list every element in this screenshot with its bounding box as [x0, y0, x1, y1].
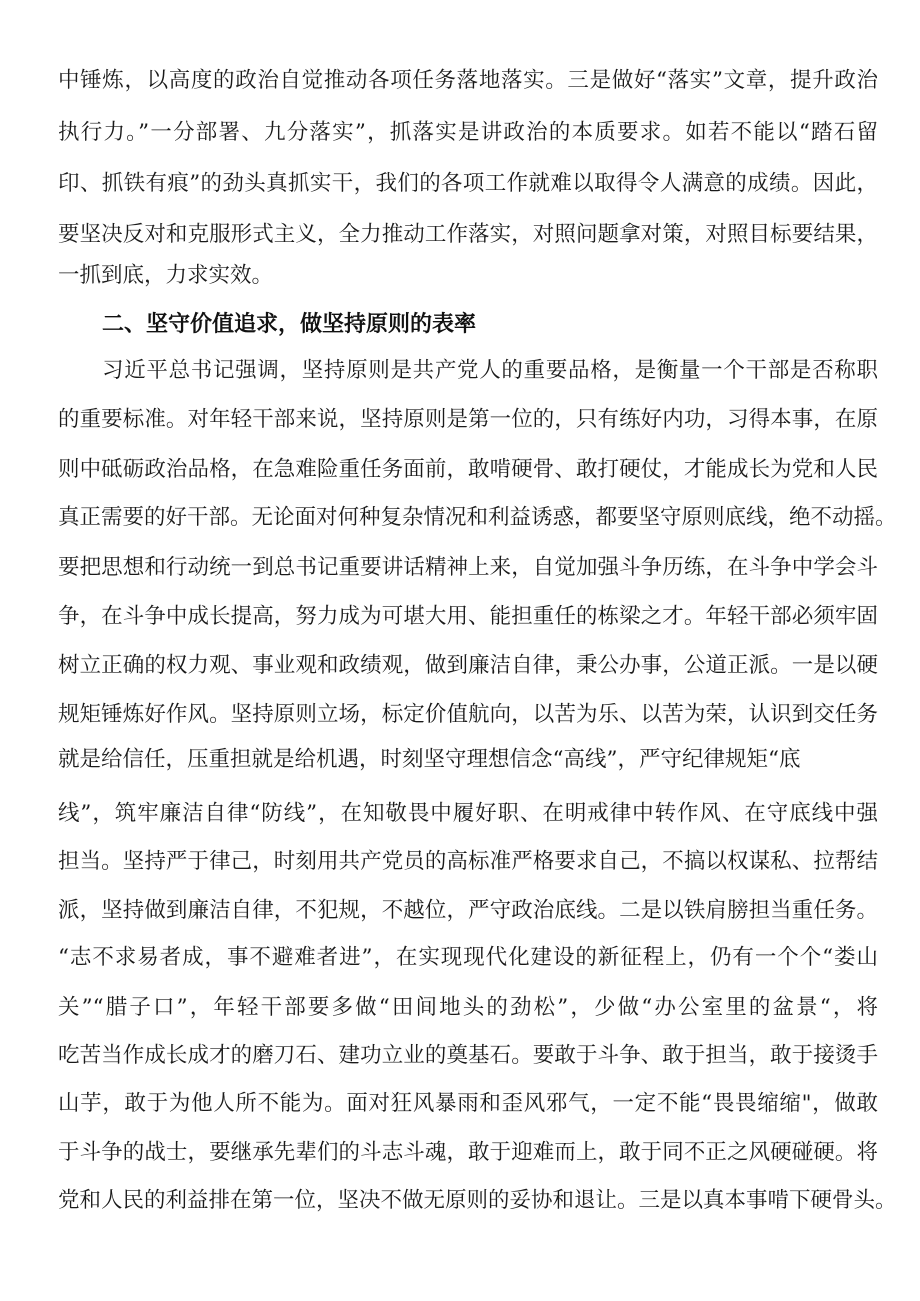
paragraph-line: 树立正确的权力观、事业观和政绩观，做到廉洁自律，秉公办事，公道正派。一是以硬 [58, 653, 878, 678]
section-heading: 二、坚守价值追求，做坚持原则的表率 [102, 312, 477, 337]
paragraph-line: 印、抓铁有痕”的劲头真抓实干，我们的各项工作就难以取得令人满意的成绩。因此， [58, 171, 878, 196]
paragraph-line: 关”“腊子口”，年轻干部要多做“田间地头的劲松”，少做“办公室里的盆景“，将 [58, 995, 878, 1020]
paragraph-line: 要坚决反对和克服形式主义，全力推动工作落实，对照问题拿对策，对照目标要结果， [58, 222, 878, 247]
paragraph-line: 争，在斗争中成长提高，努力成为可堪大用、能担重任的栋梁之才。年轻干部必须牢固 [58, 604, 878, 629]
paragraph-line: 线”，筑牢廉洁自律“防线”，在知敬畏中履好职、在明戒律中转作风、在守底线中强 [58, 801, 878, 826]
paragraph-line: 的重要标准。对年轻干部来说，坚持原则是第一位的，只有练好内功，习得本事，在原 [58, 407, 878, 432]
paragraph-line: 派，坚持做到廉洁自律，不犯规，不越位，严守政治底线。二是以铁肩膀担当重任务。 [58, 898, 878, 923]
paragraph-line: 一抓到底，力求实效。 [58, 263, 274, 288]
paragraph-line: 就是给信任，压重担就是给机遇，时刻坚守理想信念“高线”，严守纪律规矩“底 [58, 747, 801, 772]
paragraph-line: 规矩锤炼好作风。坚持原则立场，标定价值航向，以苦为乐、以苦为荣，认识到交任务 [58, 702, 878, 727]
paragraph-line: 真正需要的好干部。无论面对何种复杂情况和利益诱惑，都要坚守原则底线，绝不动摇。 [58, 505, 897, 530]
paragraph-line: 习近平总书记强调，坚持原则是共产党人的重要品格，是衡量一个干部是否称职 [102, 358, 878, 383]
paragraph-line: 山芋，敢于为他人所不能为。面对狂风暴雨和歪风邪气，一定不能“畏畏缩缩"，做敢 [58, 1091, 878, 1116]
paragraph-line: 则中砥砺政治品格，在急难险重任务面前，敢啃硬骨、敢打硬仗，才能成长为党和人民 [58, 457, 878, 482]
paragraph-line: 执行力。”一分部署、九分落实”，抓落实是讲政治的本质要求。如若不能以“踏石留 [58, 120, 878, 145]
paragraph-line: 于斗争的战士，要继承先辈们的斗志斗魂，敢于迎难而上，敢于同不正之风硬碰硬。将 [58, 1140, 878, 1165]
paragraph-line: 担当。坚持严于律己，时刻用共产党员的高标准严格要求自己，不搞以权谋私、拉帮结 [58, 849, 878, 874]
paragraph-line: 吃苦当作成长成才的磨刀石、建功立业的奠基石。要敢于斗争、敢于担当，敢于接烫手 [58, 1043, 878, 1068]
paragraph-line: 中锤炼，以高度的政治自觉推动各项任务落地落实。三是做好“落实”文章，提升政治 [58, 68, 878, 93]
paragraph-line: “志不求易者成，事不避难者进”，在实现现代化建设的新征程上，仍有一个个“娄山 [58, 945, 878, 970]
paragraph-line: 党和人民的利益排在第一位，坚决不做无原则的妥协和退让。三是以真本事啃下硬骨头。 [58, 1188, 897, 1213]
paragraph-line: 要把思想和行动统一到总书记重要讲话精神上来，自觉加强斗争历练，在斗争中学会斗 [58, 555, 878, 580]
